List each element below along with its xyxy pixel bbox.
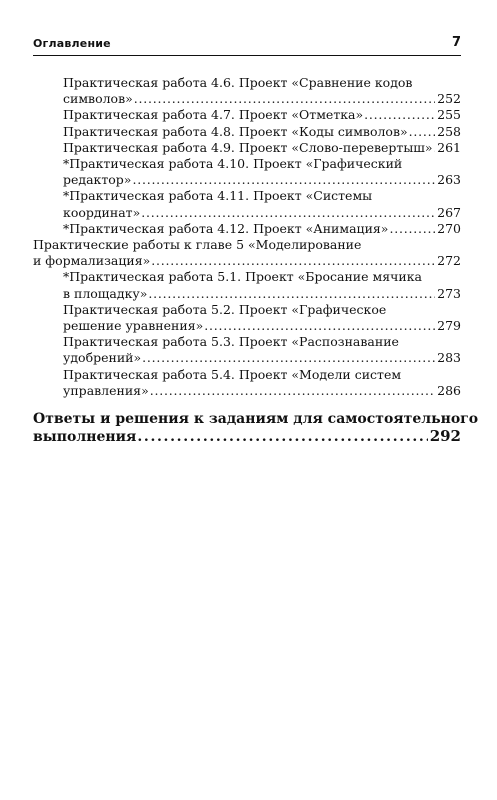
dot-leader [434, 140, 436, 156]
toc-page-number: 270 [437, 220, 461, 236]
toc-entry-text: в площадку» [63, 285, 148, 301]
running-header [33, 35, 461, 56]
toc-entry-4-9[interactable] [33, 140, 461, 156]
page-number: 7 [451, 35, 461, 50]
toc-page-number: 255 [437, 107, 461, 123]
toc-page-number: 272 [437, 253, 461, 269]
toc-entry-text: символов» [63, 91, 133, 107]
toc-page-number: 258 [437, 123, 461, 139]
toc-entry-text: удобрений» [63, 350, 142, 366]
toc-entry-text: *Практическая работа 4.12. Проект «Анимация» [63, 220, 389, 236]
toc-page-number: 261 [437, 139, 461, 155]
toc-entry-text: управления» [63, 382, 149, 398]
toc-entry-5-3[interactable] [33, 334, 461, 366]
toc-entry-4-7[interactable] [33, 107, 461, 123]
dot-leader [409, 124, 436, 140]
toc-entry-text: Практические работы к главе 5 «Моделирование [33, 237, 362, 253]
toc-entry-chapter-5[interactable] [33, 237, 461, 269]
toc-entry-text: выполнения [33, 429, 137, 446]
toc-entry-text: Практическая работа 4.6. Проект «Сравнение кодов [63, 75, 413, 90]
toc-entry-text: Практическая работа 5.2. Проект «Графическое [63, 301, 387, 317]
toc-entry-4-8[interactable] [33, 124, 461, 140]
toc-page-number: 273 [437, 285, 461, 301]
toc-entry-text: Практическая работа 5.4. Проект «Модели систем [63, 366, 402, 382]
dot-leader [142, 350, 435, 366]
dot-leader [137, 429, 427, 446]
toc-entry-answers[interactable] [33, 411, 479, 446]
toc-entry-text: Практическая работа 4.8. Проект «Коды символов» [63, 123, 408, 139]
toc-entry-text: Ответы и решения к заданиям для самостоятельного [33, 411, 479, 428]
toc-page-number: 286 [437, 382, 461, 398]
toc-entry-4-6[interactable] [33, 75, 461, 107]
toc-entry-text: и формализация» [33, 253, 151, 269]
toc-entry-text: Практическая работа 4.9. Проект «Слово-перевертыш» [63, 139, 433, 155]
toc-entry-5-4[interactable] [33, 367, 461, 399]
toc-entry-text: редактор» [63, 172, 132, 188]
toc-entry-4-11[interactable] [33, 188, 461, 220]
dot-leader [364, 107, 435, 123]
dot-leader [141, 205, 435, 221]
toc-entry-4-10[interactable] [33, 156, 461, 188]
table-of-contents [33, 75, 479, 446]
toc-page-number: 279 [437, 318, 461, 334]
toc-entry-text: *Практическая работа 4.10. Проект «Графический [63, 156, 403, 172]
dot-leader [204, 318, 435, 334]
dot-leader [132, 172, 435, 188]
toc-entry-5-1[interactable] [33, 269, 461, 301]
toc-page-number: 283 [437, 350, 461, 366]
dot-leader [148, 286, 435, 302]
toc-page-number: 263 [437, 172, 461, 188]
dot-leader [151, 253, 435, 269]
toc-page-number: 292 [429, 427, 461, 446]
toc-entry-4-12[interactable] [33, 221, 461, 237]
toc-entry-text: *Практическая работа 5.1. Проект «Бросание мячика [63, 269, 422, 285]
toc-entry-text: координат» [63, 204, 141, 220]
running-header-title: Оглавление [33, 37, 111, 50]
toc-entry-text: *Практическая работа 4.11. Проект «Системы [63, 188, 373, 204]
toc-entry-5-2[interactable] [33, 302, 461, 334]
dot-leader [134, 91, 435, 107]
toc-page-number: 252 [437, 91, 461, 107]
toc-page-number: 267 [437, 204, 461, 220]
dot-leader [150, 383, 435, 399]
toc-entry-text: Практическая работа 4.7. Проект «Отметка» [63, 107, 364, 123]
toc-entry-text: Практическая работа 5.3. Проект «Распознавание [63, 334, 399, 350]
toc-entry-text: решение уравнения» [63, 318, 204, 334]
dot-leader [389, 221, 435, 237]
